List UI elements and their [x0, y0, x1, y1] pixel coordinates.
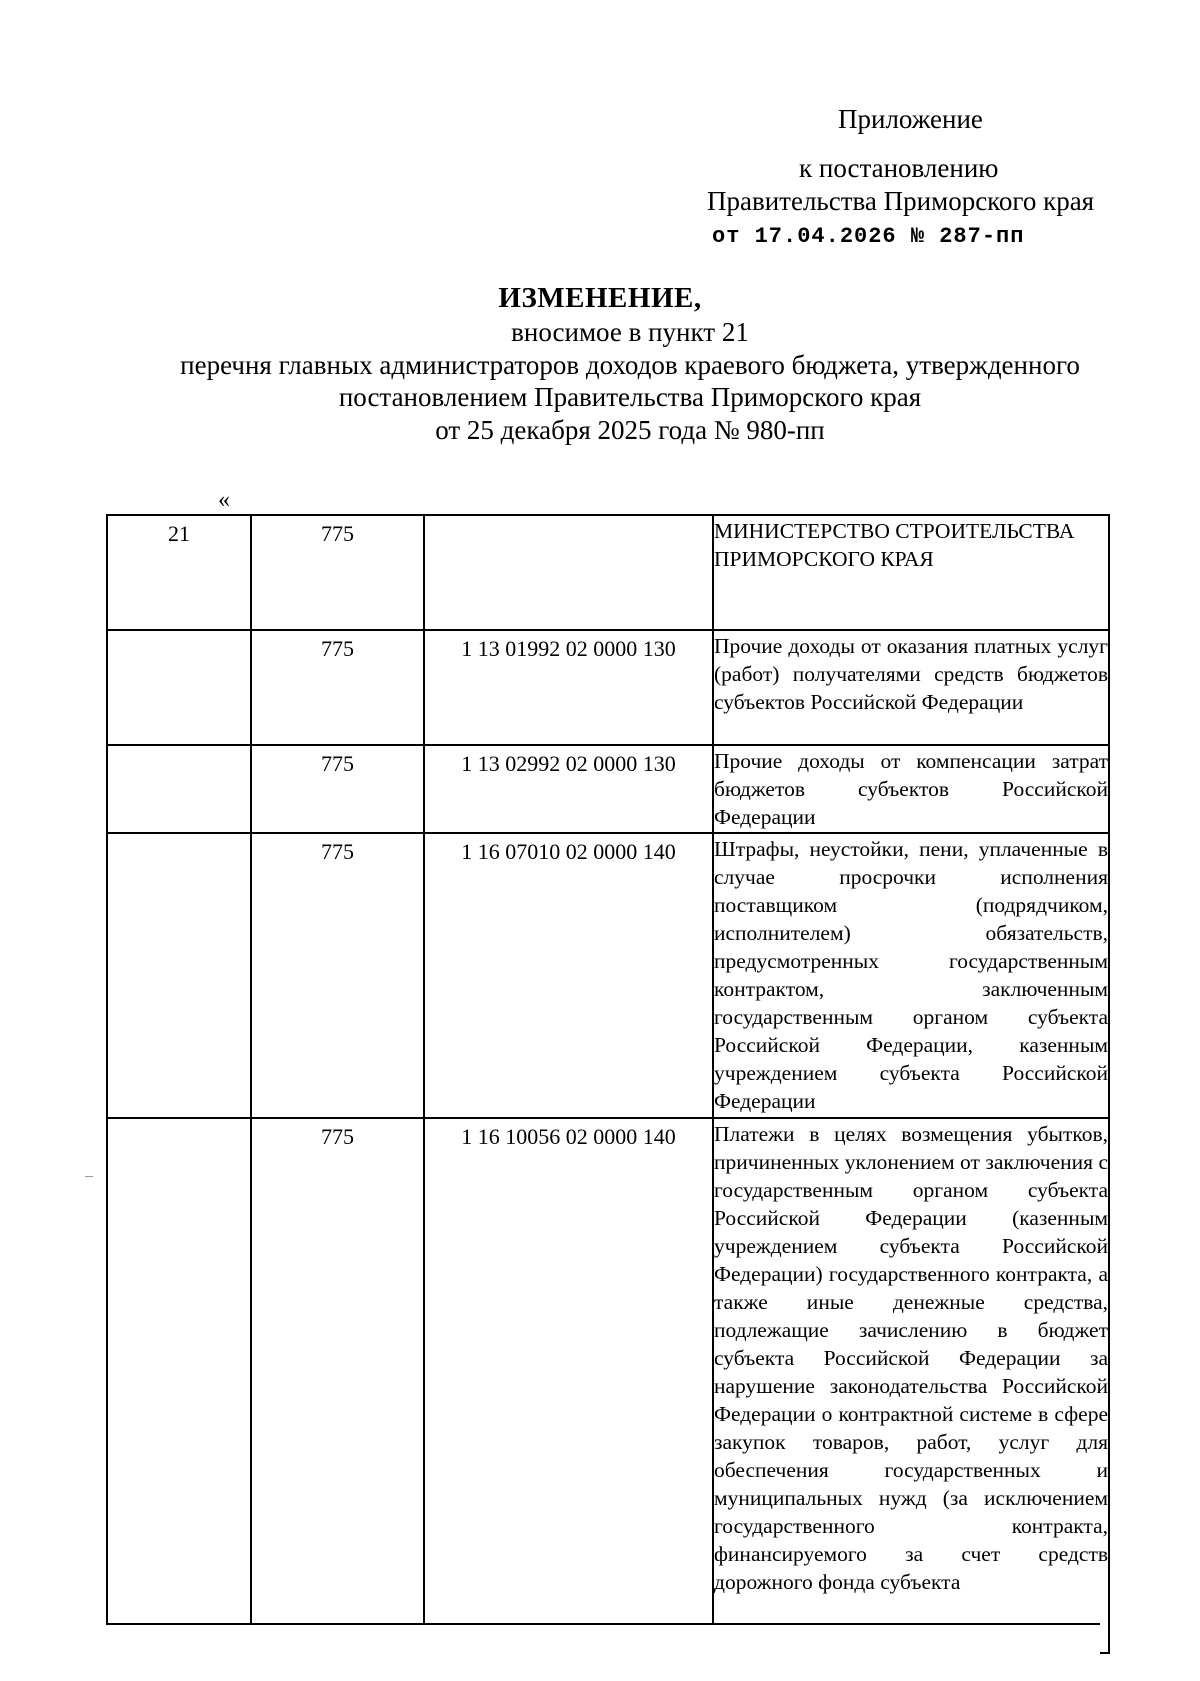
item-number-cell: [107, 833, 251, 1118]
decree-reference-date-number: от 17.04.2026 № 287-пп: [712, 224, 1025, 249]
revenue-administrators-table: [106, 514, 1110, 1654]
table-row: [107, 515, 1109, 630]
document-subtitle-line2: перечня главных администраторов доходов краевого бюджета, утвержденного: [180, 350, 1080, 380]
appendix-heading: Приложение: [838, 104, 983, 134]
administrator-code-cell: 775: [251, 745, 424, 833]
table-row: [107, 1118, 1109, 1653]
document-subtitle-line3: постановлением Правительства Приморского края: [338, 382, 922, 412]
revenue-name-cell: МИНИСТЕРСТВО СТРОИТЕЛЬСТВА ПРИМОРСКОГО КРАЯ: [713, 515, 1109, 630]
table-bottom-border: [106, 1623, 1100, 1625]
table-row: [107, 833, 1109, 1118]
revenue-code-cell: 1 16 10056 02 0000 140: [424, 1118, 713, 1653]
revenue-code-cell: 1 16 07010 02 0000 140: [424, 833, 713, 1118]
opening-quote-mark: «: [218, 487, 230, 513]
revenue-name-cell: Прочие доходы от оказания платных услуг (работ) получателями средств бюджетов субъектов Российской Федерации: [713, 630, 1109, 745]
decree-reference-line2: Правительства Приморского края: [707, 186, 1095, 216]
table-row: [107, 745, 1109, 833]
item-number-cell: [107, 1118, 251, 1653]
table-row: [107, 630, 1109, 745]
item-number-cell: [107, 630, 251, 745]
revenue-name-cell: Платежи в целях возмещения убытков, причиненных уклонением от заключения с государственным органом субъекта Российской Федерации (казенным учреждением субъекта Российской Федерации) государственного контракта, а также иные денежные средства, подлежащие зачислению в бюджет субъекта Российской Федерации за нарушение законодательства Российской Федерации о контрактной системе в сфере закупок товаров, работ, услуг для обеспечения государственных и муниципальных нужд (за исключением государственного контракта, финансируемого за счет средств дорожного фонда субъекта: [713, 1118, 1109, 1653]
revenue-name-cell: Прочие доходы от компенсации затрат бюджетов субъектов Российской Федерации: [713, 745, 1109, 833]
item-number-cell: [107, 745, 251, 833]
item-number-cell: 21: [107, 515, 251, 630]
decree-reference-line1: к постановлению: [799, 153, 999, 183]
administrator-code-cell: 775: [251, 515, 424, 630]
scan-margin-mark: [85, 1176, 93, 1177]
document-subtitle-line4: от 25 декабря 2025 года № 980-пп: [435, 415, 825, 445]
revenue-name-cell: Штрафы, неустойки, пени, уплаченные в случае просрочки исполнения поставщиком (подрядчиком, исполнителем) обязательств, предусмотренных государственным контрактом, заключенным государственным органом субъекта Российской Федерации, казенным учреждением субъекта Российской Федерации: [713, 833, 1109, 1118]
administrator-code-cell: 775: [251, 1118, 424, 1653]
administrator-code-cell: 775: [251, 833, 424, 1118]
administrator-code-cell: 775: [251, 630, 424, 745]
revenue-code-cell: 1 13 01992 02 0000 130: [424, 630, 713, 745]
revenue-code-cell: 1 13 02992 02 0000 130: [424, 745, 713, 833]
revenue-code-cell: [424, 515, 713, 630]
page-bottom-margin: [106, 1625, 1100, 1681]
document-subtitle-line1: вносимое в пункт 21: [511, 317, 749, 347]
document-title: ИЗМЕНЕНИЕ,: [498, 282, 702, 314]
